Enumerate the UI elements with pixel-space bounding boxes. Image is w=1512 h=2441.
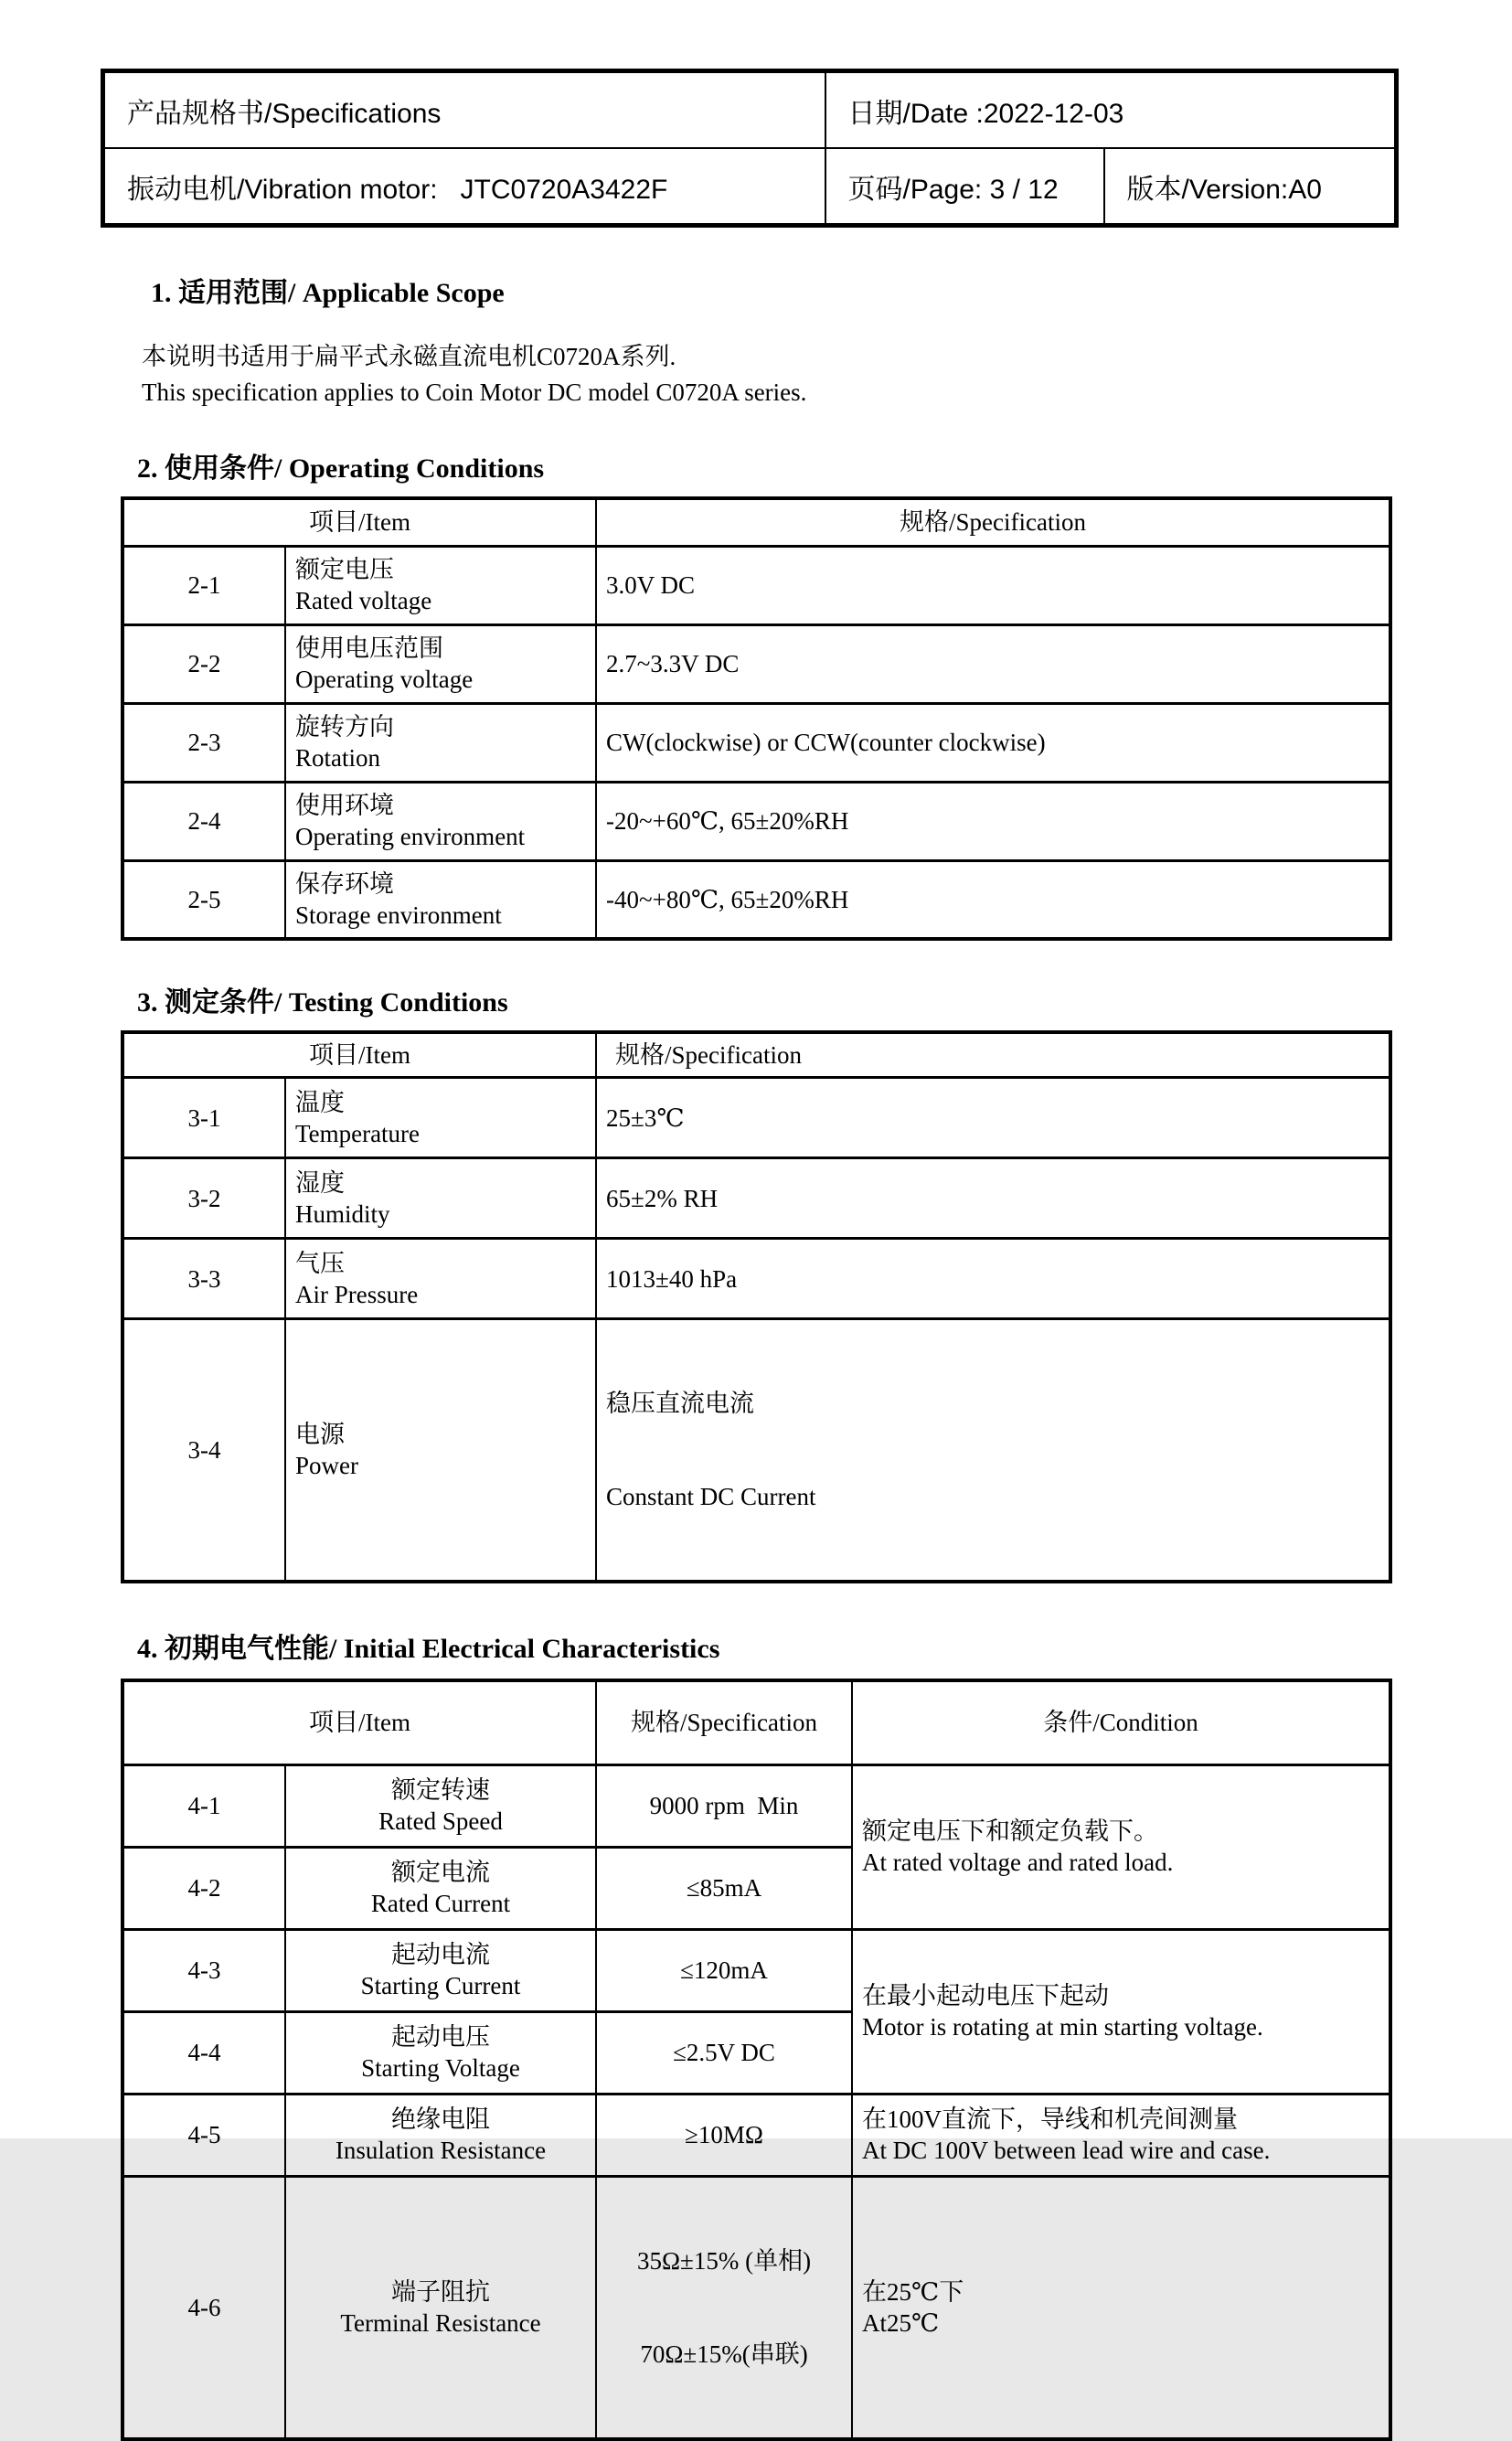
version-cell: 版本/Version:A0 xyxy=(1104,148,1397,226)
table-row xyxy=(122,1929,1390,2011)
section1-text-zh: 本说明书适用于扁平式永磁直流电机C0720A系列. xyxy=(142,343,676,370)
item-name-cell xyxy=(285,860,596,939)
item-name-zh: 起动电压 xyxy=(391,2023,490,2051)
item-name-zh: 温度 xyxy=(295,1088,345,1116)
item-name-zh: 气压 xyxy=(295,1249,345,1277)
item-name-cell xyxy=(285,1929,596,2011)
item-no-cell: 3-1 xyxy=(122,1078,285,1158)
condition-cell xyxy=(852,2094,1390,2176)
spec-value-en: Constant DC Current xyxy=(606,1483,816,1510)
table-row xyxy=(122,546,1390,624)
item-name-en: Operating environment xyxy=(295,823,526,850)
item-name-cell xyxy=(285,2011,596,2094)
item-name-en: Temperature xyxy=(295,1119,421,1147)
item-name-zh: 起动电流 xyxy=(391,1941,490,1968)
table-row xyxy=(122,1764,1390,1847)
item-name-zh: 额定转速 xyxy=(391,1776,490,1804)
table-row xyxy=(122,703,1390,782)
item-name-zh: 绝缘电阻 xyxy=(391,2105,490,2133)
item-name-zh: 使用环境 xyxy=(295,792,394,819)
item-no-cell: 3-3 xyxy=(122,1239,285,1319)
item-header-cell: 项目/Item xyxy=(122,498,596,546)
item-name-cell xyxy=(285,2176,596,2439)
item-name-zh: 端子阻抗 xyxy=(391,2277,490,2306)
spec-value-cell: ≥10MΩ xyxy=(596,2094,852,2176)
condition-en: At rated voltage and rated load. xyxy=(862,1849,1174,1876)
item-name-en: Operating voltage xyxy=(295,666,474,693)
spec-value-cell xyxy=(596,2176,852,2439)
spec-header-cell: 规格/Specification xyxy=(596,498,1390,546)
item-name-zh: 使用电压范围 xyxy=(295,634,443,662)
item-no-cell: 2-5 xyxy=(122,860,285,939)
item-no-cell: 4-4 xyxy=(122,2011,285,2094)
item-name-cell xyxy=(285,1078,596,1158)
item-no-cell: 2-1 xyxy=(122,546,285,624)
condition-en: At DC 100V between lead wire and case. xyxy=(862,2137,1271,2164)
table-row xyxy=(103,71,1397,149)
section2-heading: 2. 使用条件/ Operating Conditions xyxy=(137,453,545,484)
operating-conditions-table xyxy=(121,496,1392,941)
spec-header-cell: 规格/Specification xyxy=(596,1032,1390,1078)
item-name-en: Insulation Resistance xyxy=(335,2137,547,2164)
condition-cell xyxy=(852,1764,1390,1929)
item-name-cell xyxy=(285,703,596,782)
item-name-cell xyxy=(285,782,596,860)
item-name-en: Rated Current xyxy=(370,1890,511,1917)
item-no-cell: 2-2 xyxy=(122,624,285,703)
table-row xyxy=(122,1319,1390,1583)
item-no-cell: 4-2 xyxy=(122,1847,285,1929)
item-name-en: Starting Voltage xyxy=(361,2054,520,2082)
item-no-cell: 2-4 xyxy=(122,782,285,860)
item-name-en: Humidity xyxy=(295,1199,390,1228)
table-row xyxy=(122,1239,1390,1319)
item-name-cell xyxy=(285,1319,596,1583)
spec-header-cell: 规格/Specification xyxy=(596,1680,852,1764)
spec-value-cell: 3.0V DC xyxy=(596,546,1390,624)
item-name-zh: 电源 xyxy=(295,1421,345,1448)
table-row xyxy=(122,2176,1390,2439)
item-no-cell: 4-5 xyxy=(122,2094,285,2176)
item-name-zh: 旋转方向 xyxy=(295,713,394,741)
spec-value-cell: 25±3℃ xyxy=(596,1078,1390,1158)
page-number-cell: 页码/Page: 3 / 12 xyxy=(825,148,1104,226)
spec-value-cell: ≤85mA xyxy=(596,1847,852,1929)
table-header-row xyxy=(122,1032,1390,1078)
item-name-cell xyxy=(285,2094,596,2176)
item-name-en: Rated Speed xyxy=(378,1807,503,1835)
item-name-zh: 额定电流 xyxy=(391,1859,490,1886)
table-row xyxy=(122,1078,1390,1158)
item-name-cell xyxy=(285,1847,596,1929)
item-no-cell: 3-4 xyxy=(122,1319,285,1583)
section1-heading: 1. 适用范围/ Applicable Scope xyxy=(151,278,505,308)
condition-en: Motor is rotating at min starting voltage. xyxy=(862,2013,1263,2041)
spec-value-cell: 65±2% RH xyxy=(596,1158,1390,1239)
condition-zh: 额定电压下和额定负载下。 xyxy=(862,1817,1159,1845)
item-name-cell xyxy=(285,1764,596,1847)
table-header-row xyxy=(122,498,1390,546)
spec-value-cell: -40~+80℃, 65±20%RH xyxy=(596,860,1390,939)
item-no-cell: 3-2 xyxy=(122,1158,285,1239)
spec-value-cell: -20~+60℃, 65±20%RH xyxy=(596,782,1390,860)
item-header-cell: 项目/Item xyxy=(122,1680,596,1764)
date-cell: 日期/Date :2022-12-03 xyxy=(825,71,1397,149)
testing-conditions-table xyxy=(121,1030,1392,1583)
item-name-zh: 额定电压 xyxy=(295,556,394,583)
spec-value-cell: 1013±40 hPa xyxy=(596,1239,1390,1319)
spec-value-cell: ≤120mA xyxy=(596,1929,852,2011)
table-row xyxy=(122,1158,1390,1239)
item-no-cell: 4-6 xyxy=(122,2176,285,2439)
item-name-en: Starting Current xyxy=(360,1972,521,1999)
item-name-en: Power xyxy=(295,1452,358,1479)
condition-cell xyxy=(852,1929,1390,2094)
item-name-cell xyxy=(285,1158,596,1239)
spec-value-cell: CW(clockwise) or CCW(counter clockwise) xyxy=(596,703,1390,782)
item-header-cell: 项目/Item xyxy=(122,1032,596,1078)
condition-header-cell: 条件/Condition xyxy=(852,1680,1390,1764)
motor-model-cell: 振动电机/Vibration motor: JTC0720A3422F xyxy=(103,148,825,226)
item-no-cell: 4-1 xyxy=(122,1764,285,1847)
item-name-cell xyxy=(285,624,596,703)
spec-value-cell: 9000 rpm Min xyxy=(596,1764,852,1847)
table-row xyxy=(122,2094,1390,2176)
condition-en: At25℃ xyxy=(862,2308,940,2337)
item-name-en: Rated voltage xyxy=(295,587,432,614)
spec-value-cell: ≤2.5V DC xyxy=(596,2011,852,2094)
item-name-cell xyxy=(285,1239,596,1319)
condition-zh: 在最小起动电压下起动 xyxy=(862,1982,1110,2009)
table-header-row xyxy=(122,1680,1390,1764)
item-name-en: Terminal Resistance xyxy=(340,2308,541,2337)
condition-cell xyxy=(852,2176,1390,2439)
document-header-table xyxy=(101,69,1399,228)
spec-value-line1: 35Ω±15% (单相) xyxy=(636,2246,812,2275)
section4-heading: 4. 初期电气性能/ Initial Electrical Characteristics xyxy=(137,1634,720,1664)
table-row xyxy=(122,624,1390,703)
initial-electrical-characteristics-table xyxy=(121,1679,1392,2441)
condition-zh: 在100V直流下，导线和机壳间测量 xyxy=(862,2105,1239,2133)
spec-value-cell: 2.7~3.3V DC xyxy=(596,624,1390,703)
item-no-cell: 4-3 xyxy=(122,1929,285,2011)
item-name-en: Air Pressure xyxy=(295,1280,419,1308)
spec-value-zh: 稳压直流电流 xyxy=(606,1390,755,1417)
table-row xyxy=(122,860,1390,939)
item-name-zh: 保存环境 xyxy=(295,869,394,898)
section1-text-en: This specification applies to Coin Motor DC model C0720A series. xyxy=(142,378,807,406)
item-name-zh: 湿度 xyxy=(295,1168,345,1197)
table-row xyxy=(103,148,1397,226)
condition-zh: 在25℃下 xyxy=(862,2277,964,2306)
item-name-cell xyxy=(285,546,596,624)
spec-value-cell xyxy=(596,1319,1390,1583)
spec-value-line2: 70Ω±15%(串联) xyxy=(640,2340,808,2368)
section3-heading: 3. 测定条件/ Testing Conditions xyxy=(137,987,508,1018)
item-name-en: Rotation xyxy=(295,744,380,772)
item-name-en: Storage environment xyxy=(295,901,502,929)
section1-paragraph xyxy=(142,339,1394,410)
item-no-cell: 2-3 xyxy=(122,703,285,782)
document-title-cell: 产品规格书/Specifications xyxy=(103,71,825,149)
table-row xyxy=(122,782,1390,860)
